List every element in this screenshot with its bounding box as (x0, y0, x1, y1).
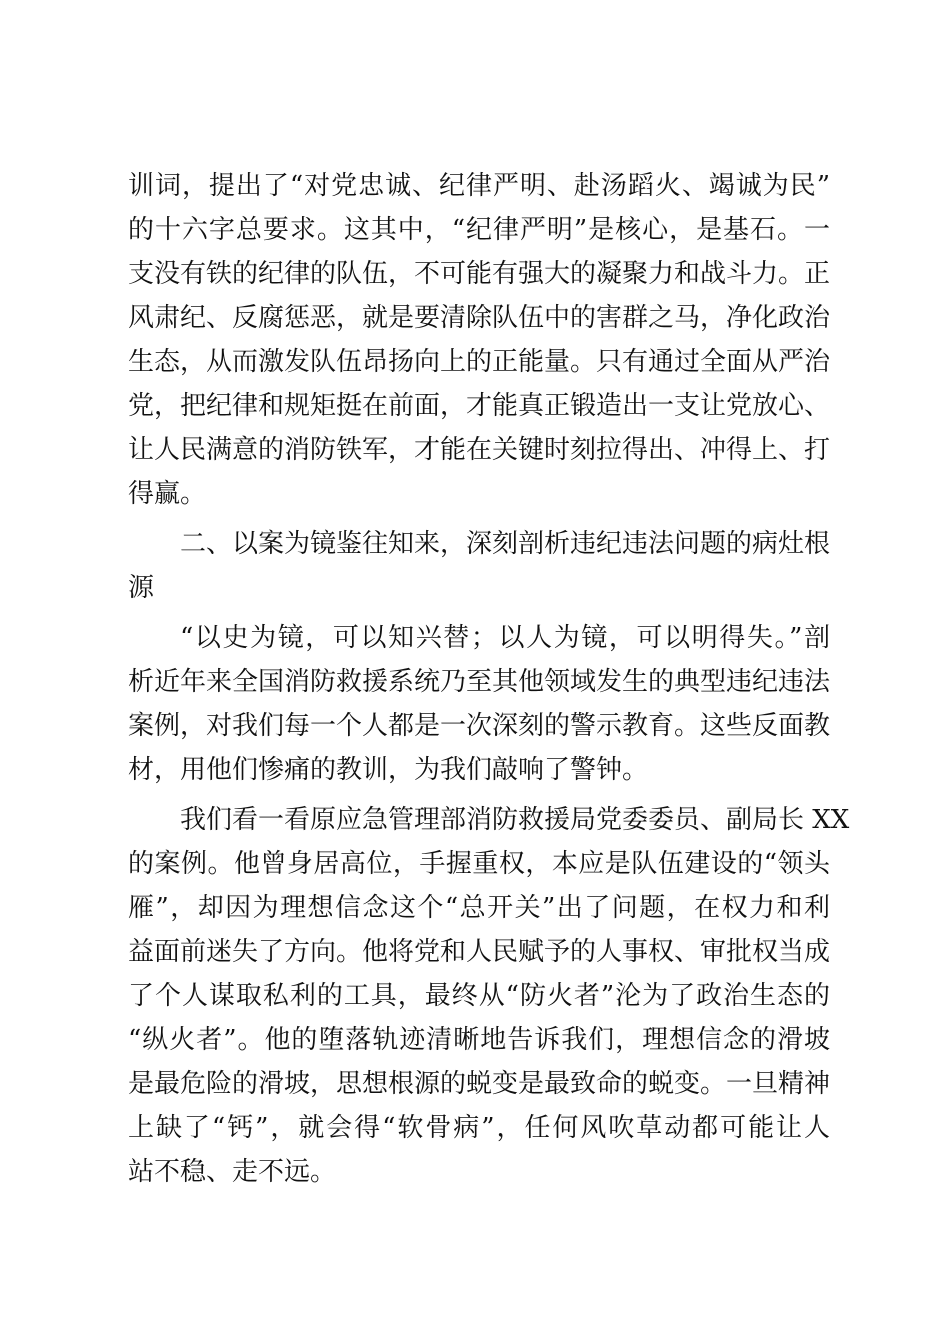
paragraph-line: 站不稳、走不远。 (128, 1157, 337, 1187)
paragraph-line: 生态，从而激发队伍昂扬向上的正能量。只有通过全面从严治 (128, 347, 831, 377)
paragraph-line: 风肃纪、反腐惩恶，就是要清除队伍中的害群之马，净化政治 (128, 303, 831, 333)
paragraph-history-mirror (128, 616, 830, 792)
paragraph-line: 训词，提出了“对党忠诚、纪律严明、赴汤蹈火、竭诚为民” (128, 171, 830, 201)
paragraph-line: 析近年来全国消防救援系统乃至其他领域发生的典型违纪违法 (128, 667, 831, 697)
paragraph-line: 让人民满意的消防铁军，才能在关键时刻拉得出、冲得上、打 (128, 435, 831, 465)
paragraph-line: 案例，对我们每一个人都是一次深刻的警示教育。这些反面教 (128, 711, 831, 741)
paragraph-case-study (128, 798, 850, 1194)
paragraph-line: “以史为镜，可以知兴替；以人为镜，可以明得失。”剖 (180, 623, 830, 653)
paragraph-line: 了个人谋取私利的工具，最终从“防火者”沦为了政治生态的 (128, 981, 830, 1011)
paragraph-line: 雁”，却因为理想信念这个“总开关”出了问题，在权力和利 (128, 893, 830, 923)
paragraph-line: “纵火者”。他的堕落轨迹清晰地告诉我们，理想信念的滑坡 (128, 1025, 830, 1055)
paragraph-line: 党，把纪律和规矩挺在前面，才能真正锻造出一支让党放心、 (128, 391, 831, 421)
paragraph-line: 得赢。 (128, 479, 207, 509)
paragraph-discipline-core (128, 164, 830, 516)
paragraph-line: 我们看一看原应急管理部消防救援局党委委员、副局长 XX (180, 805, 850, 835)
section-heading-line: 二、以案为镜鉴往知来，深刻剖析违纪违法问题的病灶根 (180, 529, 831, 559)
document-body (128, 164, 850, 1194)
section-heading-line: 源 (128, 573, 155, 603)
paragraph-line: 材，用他们惨痛的教训，为我们敲响了警钟。 (128, 755, 649, 785)
paragraph-line: 上缺了“钙”，就会得“软骨病”，任何风吹草动都可能让人 (128, 1113, 830, 1143)
paragraph-line: 的十六字总要求。这其中，“纪律严明”是核心，是基石。一 (128, 215, 830, 245)
paragraph-line: 益面前迷失了方向。他将党和人民赋予的人事权、审批权当成 (128, 937, 831, 967)
paragraph-line: 的案例。他曾身居高位，手握重权，本应是队伍建设的“领头 (128, 849, 830, 879)
section-heading-two (128, 522, 830, 610)
paragraph-line: 是最危险的滑坡，思想根源的蜕变是最致命的蜕变。一旦精神 (128, 1069, 831, 1099)
paragraph-line: 支没有铁的纪律的队伍，不可能有强大的凝聚力和战斗力。正 (128, 259, 831, 289)
